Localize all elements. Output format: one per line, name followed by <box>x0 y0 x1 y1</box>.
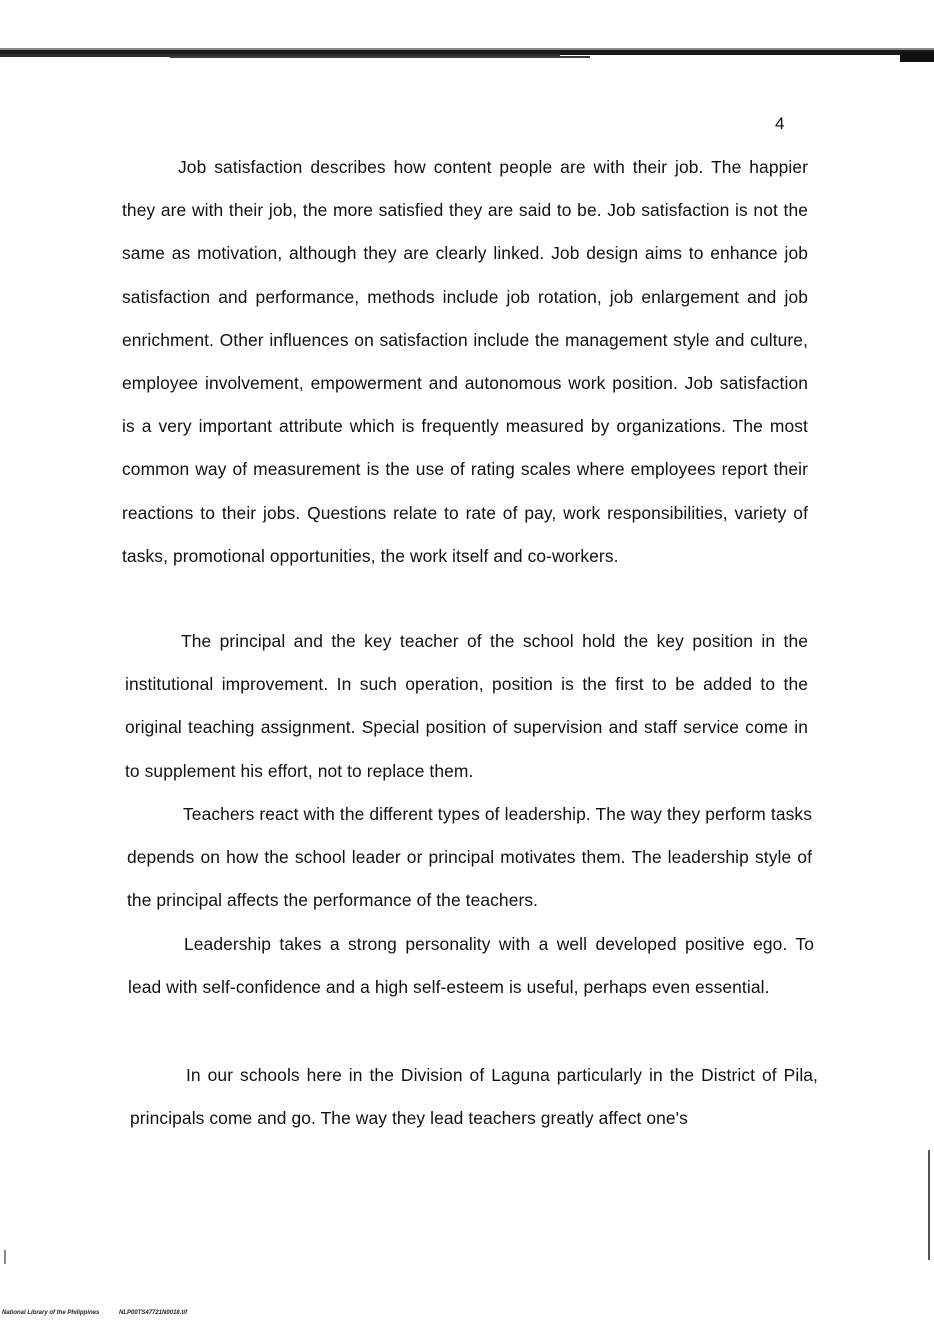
scan-edge-bar <box>0 48 934 64</box>
paragraph-job-satisfaction: Job satisfaction describes how content people are with their job. The happier they are with their job, the more satisfied they are said to be. Job satisfaction is not the same as motivation, although they are clearly linked. Job design aims to enhance job satisfaction and performance, methods include job rotation, job enlargement and job enrichment. Other influences on satisfaction include the management style and culture, employee involvement, empowerment and autonomous work position. Job satisfaction is a very important attribute which is frequently measured by organizations. The most common way of measurement is the use of rating scales where employees report their reactions to their jobs. Questions relate to rate of pay, work responsibilities, variety of tasks, promotional opportunities, the work itself and co-workers. <box>122 157 808 566</box>
paragraph-division-of-laguna: In our schools here in the Division of Laguna particularly in the District of Pila, principals come and go. The way they lead teachers greatly affect one's <box>130 1065 818 1129</box>
footer-library-name: National Library of the Philippines <box>2 1310 100 1316</box>
paragraph-leadership-personality: Leadership takes a strong personality with a well developed positive ego. To lead with self-confidence and a high self-esteem is useful, perhaps even essential. <box>128 934 814 998</box>
page-number: 4 <box>775 114 785 133</box>
scan-speck <box>4 1250 6 1264</box>
paragraph-principal-key-teacher: The principal and the key teacher of the school hold the key position in the institutional improvement. In such operation, position is the first to be added to the original teaching assignment. Special position of supervision and staff service come in to supplement his effort, not to replace them. <box>125 631 808 781</box>
footer-file-code: NLP00TS47721N0018.tif <box>119 1310 188 1316</box>
paragraph-teachers-leadership: Teachers react with the different types of leadership. The way they perform tasks depends on how the school leader or principal motivates them. The leadership style of the principal affects the performance of the teachers. <box>127 804 812 911</box>
scan-footer <box>2 1309 205 1317</box>
scan-speck <box>928 1150 930 1260</box>
